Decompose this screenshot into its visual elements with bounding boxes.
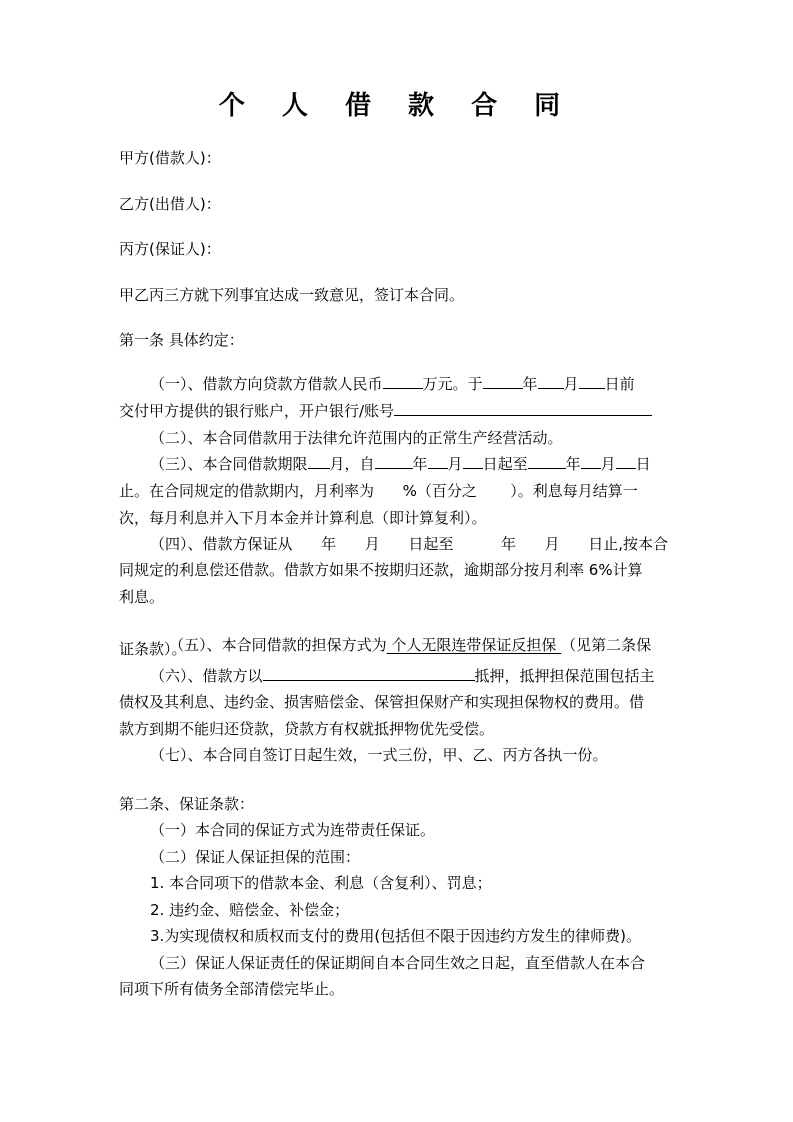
clause1-line1	[150, 373, 635, 395]
month-blank	[538, 373, 564, 389]
article2-item1: （一）本合同的保证方式为连带责任保证。	[150, 821, 436, 839]
clause3-text-b: 月，自	[329, 455, 375, 473]
clause3-text-h: 日	[635, 455, 651, 473]
clause1-text-c: 年	[522, 375, 538, 393]
clause4-line1: （四）、借款方保证从 年 月 日起至 年 月 日止,按本合	[150, 535, 668, 553]
clause3-text-a: （三）、本合同借款期限	[150, 455, 308, 473]
term-blank	[308, 453, 330, 469]
page-title: 个 人 借 款 合 同	[218, 91, 575, 121]
clause1-line2-text: 交付甲方提供的银行账户，开户银行/账号	[119, 402, 395, 420]
article2-item2: （二）保证人保证担保的范围：	[150, 848, 361, 866]
clause6-line1	[150, 665, 655, 687]
article2-item3-line1: （三）保证人保证责任的保证期间自本合同生效之日起，直至借款人在本合	[150, 954, 646, 972]
year-blank	[483, 373, 523, 389]
end-month-blank	[581, 453, 601, 469]
collateral-blank	[263, 665, 475, 681]
party-guarantor: 丙方(保证人)：	[119, 240, 221, 258]
article2-item2-2: 2. 违约金、赔偿金、补偿金；	[150, 901, 350, 919]
clause6-text-b: 抵押，抵押担保范围包括主	[474, 667, 655, 685]
clause4-line3: 利息。	[119, 588, 165, 606]
clause1-text-b: 万元。于	[422, 375, 483, 393]
day-blank	[579, 373, 605, 389]
clause1-text-d: 月	[563, 375, 579, 393]
end-day-blank	[616, 453, 636, 469]
clause1-text-a: （一）、借款方向贷款方借款人民币	[150, 375, 383, 393]
clause3-text-f: 年	[565, 455, 581, 473]
party-lender: 乙方(出借人)：	[119, 195, 221, 213]
article2-item3-line2: 同项下所有债务全部清偿完毕止。	[119, 980, 345, 998]
clause5-text-c: （见第二条保	[561, 636, 652, 654]
clause6-line2: 债权及其利息、违约金、损害赔偿金、保管担保财产和实现担保物权的费用。借	[119, 693, 645, 711]
clause5-line2: 证条款）。	[119, 640, 187, 658]
start-year-blank	[375, 453, 413, 469]
clause6-line3: 款方到期不能归还贷款，贷款方有权就抵押物优先受偿。	[119, 720, 495, 738]
end-year-blank	[528, 453, 566, 469]
clause7: （七）、本合同自签订日起生效，一式三份，甲、乙、丙方各执一份。	[150, 746, 608, 764]
party-borrower: 甲方(借款人)：	[119, 149, 221, 167]
intro-text: 甲乙丙三方就下列事宜达成一致意见，签订本合同。	[119, 286, 465, 304]
clause2: （二）、本合同借款用于法律允许范围内的正常生产经营活动。	[150, 429, 563, 447]
clause4-line2: 同规定的利息偿还借款。借款方如果不按期归还款，逾期部分按月利率 6%计算	[119, 561, 643, 579]
article1-heading: 第一条 具体约定：	[119, 331, 244, 349]
guarantee-method: 个人无限连带保证反担保	[386, 636, 562, 654]
clause3-line1	[150, 453, 651, 475]
article2-heading: 第二条、保证条款：	[119, 795, 255, 813]
clause1-line2	[119, 400, 652, 422]
amount-blank	[383, 373, 423, 389]
article2-item2-1: 1. 本合同项下的借款本金、利息（含复利）、罚息；	[150, 874, 492, 892]
clause3-text-g: 月	[600, 455, 616, 473]
article2-item2-3: 3.为实现债权和质权而支付的费用(包括但不限于因违约方发生的律师费)。	[150, 927, 642, 945]
clause3-text-e: 日起至	[482, 455, 528, 473]
clause3-text-d: 月	[447, 455, 463, 473]
clause6-text-a: （六）、借款方以	[150, 667, 263, 685]
clause1-text-e: 日前	[604, 375, 635, 393]
clause5-text-a: （五）、本合同借款的担保方式为	[169, 636, 387, 654]
clause3-line2: 止。在合同规定的借款期内，月利率为 %（百分之 ）。利息每月结算一	[119, 482, 638, 500]
start-day-blank	[463, 453, 483, 469]
start-month-blank	[428, 453, 448, 469]
clause3-text-c: 年	[412, 455, 428, 473]
account-blank	[394, 400, 652, 416]
clause3-line3: 次，每月利息并入下月本金并计算利息（即计算复利）。	[119, 509, 487, 527]
